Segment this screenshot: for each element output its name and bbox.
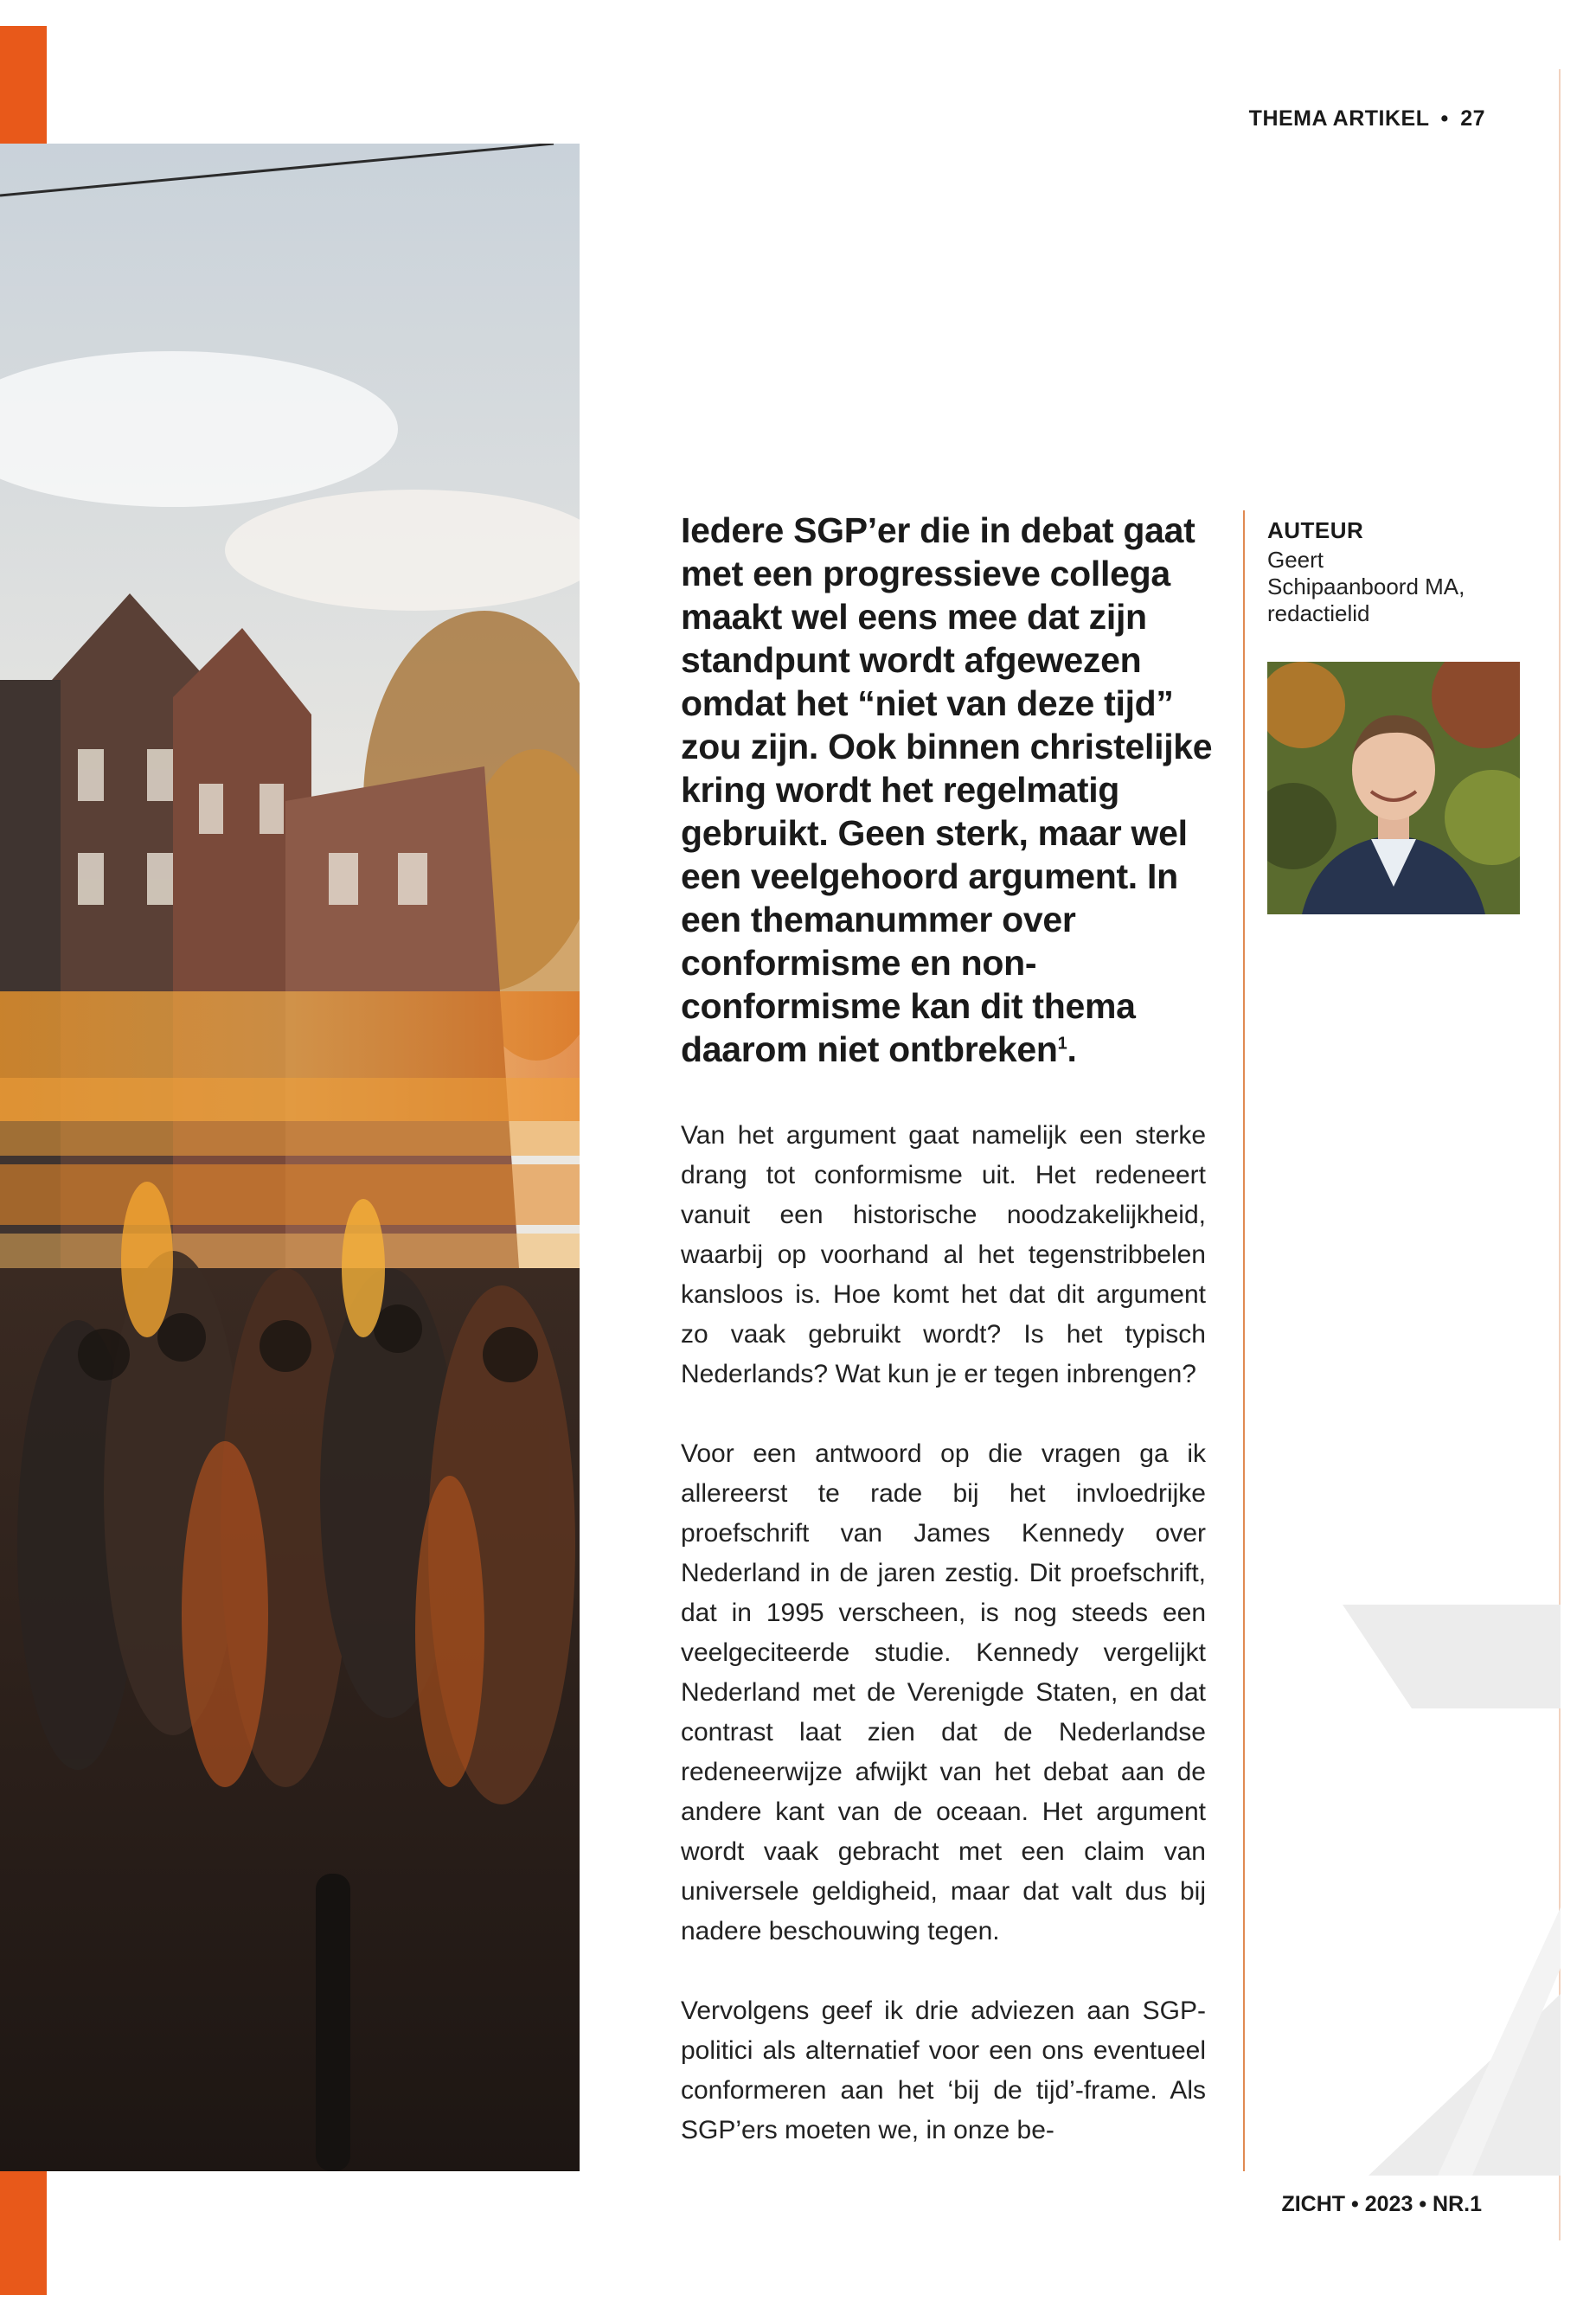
author-name: Geert Schipaanboord MA, redactielid: [1267, 547, 1465, 626]
footer-separator: •: [1351, 2192, 1359, 2216]
magazine-name: ZICHT: [1281, 2192, 1346, 2216]
accent-bar-bottom: [0, 2171, 47, 2295]
body-paragraph: Vervolgens geef ik drie adviezen aan SGP-politici als alternatief voor een ons eventueel conformeren aan het ‘bij de tijd’-frame. Als SGP’ers moeten we, in onze be-: [681, 1997, 1206, 2144]
body-paragraph: Voor een antwoord op die vragen ga ik allereerst te rade bij het invloedrijke proefschrift van James Kennedy over Nederland in de jaren zestig. Dit proefschrift, dat in 1995 verscheen, is nog steeds een veelgeciteerde studie. Kennedy vergelijkt Nederland met de Verenigde Staten, en dat contrast laat zien dat de Nederlandse redeneerwijze afwijkt van het debat aan de andere kant van de oceaan. Het argument wordt vaak gebracht met een claim van universele geldigheid, maar dat valt dus bij nadere beschouwing tegen.: [681, 1439, 1206, 1945]
sidebar-divider: [1243, 510, 1245, 2171]
intro-paragraph: [681, 509, 1213, 1071]
article-body: [681, 1116, 1206, 2190]
running-header: [1249, 106, 1485, 131]
author-portrait: [1267, 662, 1520, 914]
issue-year: 2023: [1364, 2192, 1413, 2216]
body-paragraph: Van het argument gaat namelijk een sterke drang tot conformisme uit. Het redeneert vanuit een historische noodzakelijkheid, waarbij op voorhand al het tegenstribbelen kansloos is. Hoe komt het dat dit argument zo vaak gebruikt wordt? Is het typisch Nederlands? Wat kun je er tegen inbrengen?: [681, 1121, 1206, 1388]
issue-number: NR.1: [1433, 2192, 1482, 2216]
footer-separator: •: [1419, 2192, 1427, 2216]
author-label: AUTEUR: [1267, 517, 1364, 543]
street-crowd-photo: [0, 144, 580, 2171]
accent-bar-top: [0, 26, 47, 144]
intro-text: Iedere SGP’er die in debat gaat met een progressieve collega maakt wel eens mee dat zijn standpunt wordt afgewezen omdat het “niet van deze tijd” zou zijn. Ook binnen christelijke kring wordt het regelmatig gebruikt. Geen sterk, maar wel een veelgehoord argument. In een themanummer over conformisme en non-conformisme kan dit thema daarom niet ontbreken: [681, 510, 1213, 1069]
footnote-marker: 1: [1057, 1034, 1067, 1054]
running-footer: [1281, 2192, 1482, 2217]
z-watermark: [1343, 1605, 1561, 2176]
header-separator: •: [1440, 106, 1449, 131]
page-number: 27: [1460, 106, 1485, 131]
intro-end: .: [1067, 1029, 1077, 1069]
section-title: THEMA ARTIKEL: [1248, 106, 1430, 131]
